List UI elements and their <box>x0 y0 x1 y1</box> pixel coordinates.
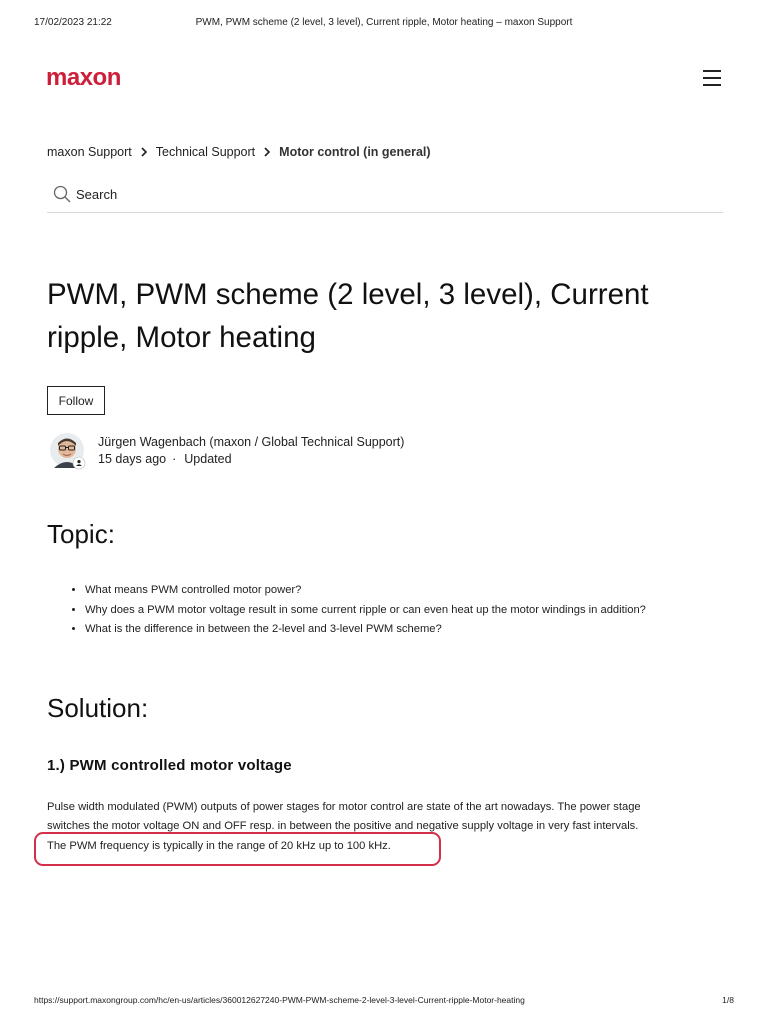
search-bar <box>47 181 723 213</box>
list-item: • What is the difference in between the 2-level and 3-level PWM scheme? <box>85 622 768 642</box>
chevron-right-icon <box>139 146 149 158</box>
article-title: PWM, PWM scheme (2 level, 3 level), Current ripple, Motor heating <box>47 278 649 354</box>
topic-list <box>47 583 768 642</box>
topic-heading: Topic: <box>47 519 115 549</box>
breadcrumb <box>47 145 431 159</box>
follow-button[interactable]: Follow <box>47 386 105 415</box>
section-heading-pwm: 1.) PWM controlled motor voltage <box>47 757 292 774</box>
highlight-annotation <box>34 832 441 866</box>
search-icon <box>53 185 71 208</box>
breadcrumb-item-maxon-support[interactable]: maxon Support <box>47 145 132 159</box>
author-name[interactable]: Jürgen Wagenbach (maxon / Global Technical Support) <box>98 435 405 449</box>
maxon-logo[interactable]: maxon <box>46 64 121 91</box>
paragraph-line: Pulse width modulated (PWM) outputs of power stages for motor control are state of the art nowadays. The power stage <box>47 801 641 813</box>
updated-label: Updated <box>184 452 232 466</box>
paragraph-line: The PWM frequency is typically in the range of 20 kHz up to 100 kHz. <box>47 839 391 852</box>
print-datetime: 17/02/2023 21:22 <box>34 17 112 28</box>
print-url: https://support.maxongroup.com/hc/en-us/articles/360012627240-PWM-PWM-scheme-2-level-3-level-Current-ripple-Motor-heating <box>34 995 525 1005</box>
author-avatar[interactable] <box>50 432 86 470</box>
chevron-right-icon <box>262 146 272 158</box>
posted-time: 15 days ago <box>98 452 167 466</box>
breadcrumb-item-motor-control[interactable]: Motor control (in general) <box>279 145 431 159</box>
meta-separator: · <box>172 452 177 466</box>
list-item: • What means PWM controlled motor power? <box>85 583 768 603</box>
paragraph-line: switches the motor voltage ON and OFF resp. in between the positive and negative supply voltage in very fast intervals. <box>47 820 639 833</box>
print-page-title: PWM, PWM scheme (2 level, 3 level), Current ripple, Motor heating – maxon Support <box>195 17 573 28</box>
solution-heading: Solution: <box>47 693 149 723</box>
search-input[interactable] <box>76 183 676 205</box>
article-meta <box>98 452 232 466</box>
print-page-number: 1/8 <box>722 995 734 1005</box>
breadcrumb-item-technical-support[interactable]: Technical Support <box>155 145 256 159</box>
list-item: • Why does a PWM motor voltage result in some current ripple or can even heat up the motor windings in addition? <box>85 603 768 623</box>
hamburger-menu-icon[interactable] <box>703 70 721 86</box>
